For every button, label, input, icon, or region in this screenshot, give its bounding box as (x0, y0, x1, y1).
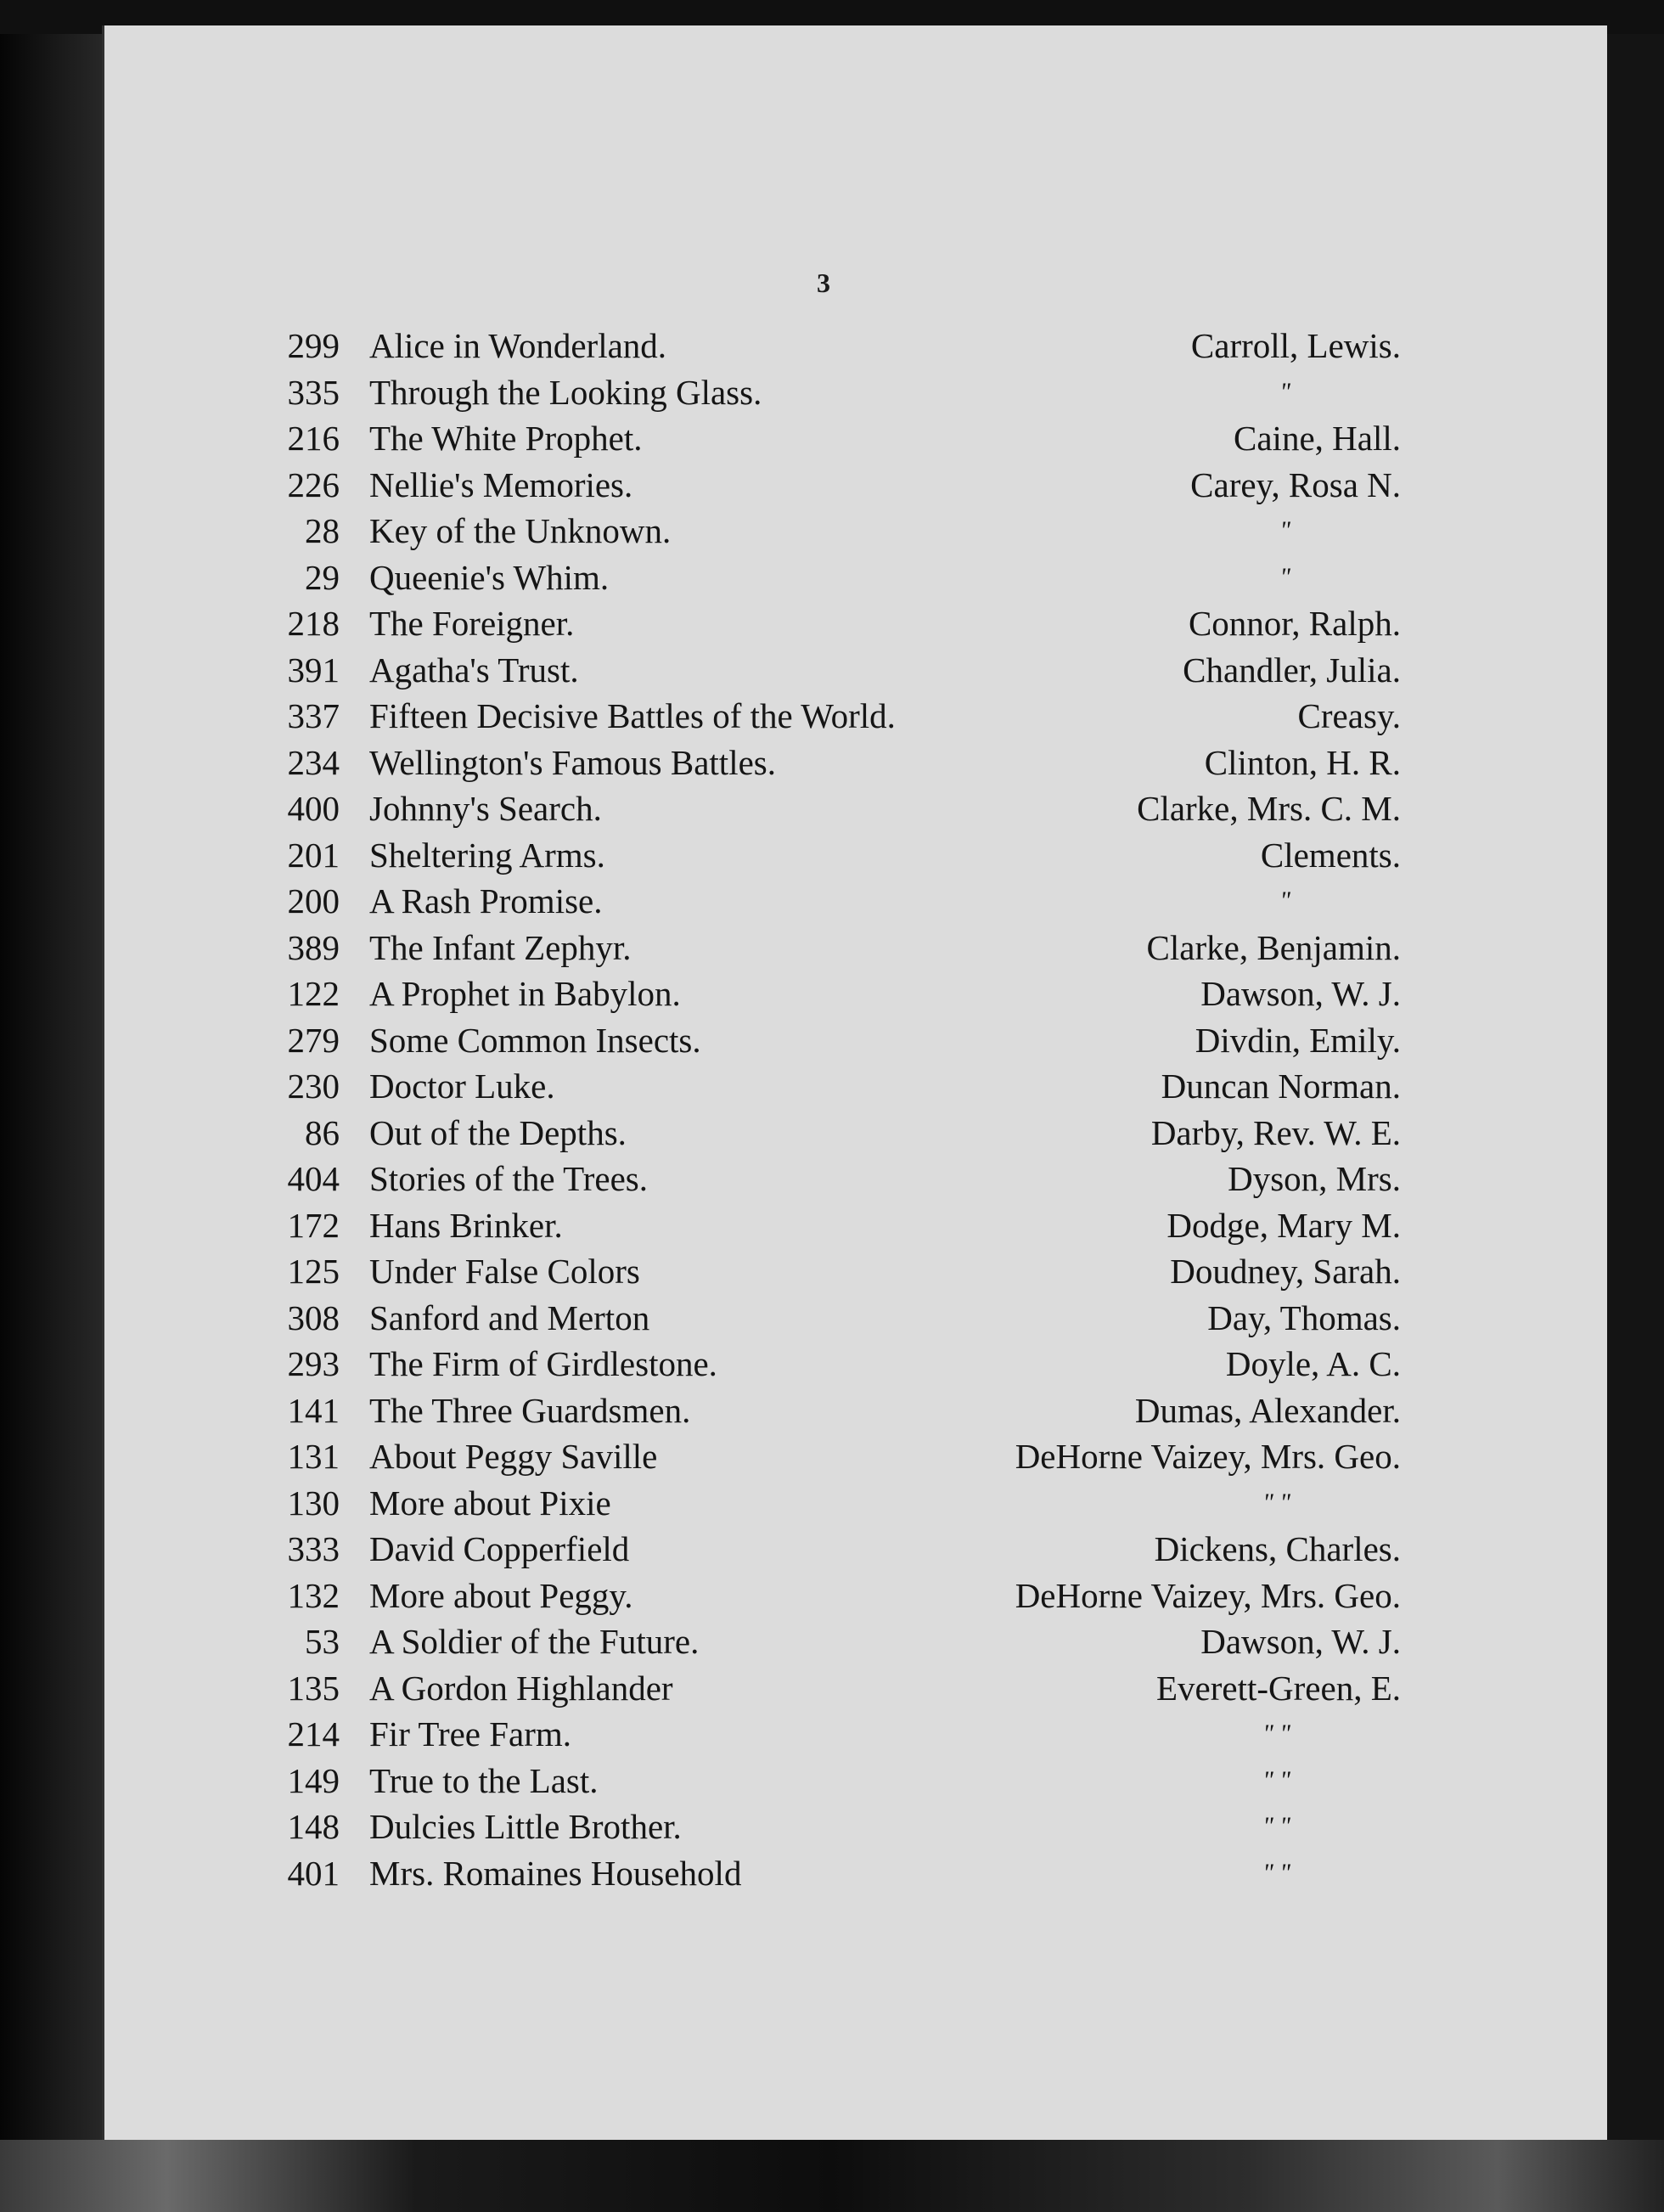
catalog-entry (255, 1665, 1401, 1712)
entry-author: " " (1262, 1488, 1290, 1517)
entry-title: Out of the Depths. (369, 1112, 627, 1152)
entry-author: Caine, Hall. (1234, 419, 1401, 458)
entry-title: Mrs. Romaines Household (369, 1853, 742, 1893)
entry-title: The Infant Zephyr. (369, 927, 632, 967)
catalog-entry (255, 1248, 1401, 1295)
entry-title: Dulcies Little Brother. (369, 1807, 682, 1846)
entry-title: Key of the Unknown. (369, 511, 672, 550)
catalog-entry (255, 925, 1401, 971)
entry-title: Some Common Insects. (369, 1020, 701, 1060)
entry-author: " (1279, 562, 1290, 591)
catalog-entry (255, 1526, 1401, 1573)
entry-number: 172 (287, 1205, 340, 1245)
entry-number: 201 (287, 835, 340, 875)
catalog-entry (255, 1804, 1401, 1850)
entry-author: Doyle, A. C. (1225, 1344, 1401, 1383)
entry-number: 218 (287, 604, 340, 643)
entry-title: Fir Tree Farm. (369, 1714, 572, 1753)
catalog-entry (255, 1618, 1401, 1665)
entry-number: 234 (287, 742, 340, 782)
entry-author: " " (1262, 1812, 1290, 1840)
entry-title: Agatha's Trust. (369, 650, 579, 689)
catalog-entry (255, 1110, 1401, 1157)
catalog-entry (255, 1758, 1401, 1804)
entry-title: Queenie's Whim. (369, 557, 610, 597)
entry-author: " " (1262, 1720, 1290, 1748)
catalog-entry (255, 1341, 1401, 1387)
entry-title: A Soldier of the Future. (369, 1622, 700, 1661)
entry-number: 299 (287, 326, 340, 365)
catalog-entry (255, 323, 1401, 369)
scan-bottom-edge (0, 2140, 1664, 2212)
catalog-entry (255, 1202, 1401, 1249)
entry-number: 200 (287, 881, 340, 920)
entry-number: 279 (287, 1020, 340, 1060)
entry-title: Stories of the Trees. (369, 1159, 648, 1198)
entry-number: 148 (287, 1807, 340, 1846)
scan-left-edge (0, 0, 110, 2212)
catalog-entry (255, 1850, 1401, 1897)
entry-title: Sanford and Merton (369, 1297, 650, 1337)
catalog-entry (255, 1433, 1401, 1480)
entry-author: Carey, Rosa N. (1190, 464, 1401, 504)
entry-title: The Three Guardsmen. (369, 1390, 691, 1430)
entry-number: 29 (305, 557, 340, 597)
catalog-entry (255, 600, 1401, 647)
catalog-entry (255, 740, 1401, 786)
entry-title: Under False Colors (369, 1252, 640, 1291)
entry-author: DeHorne Vaizey, Mrs. Geo. (1015, 1575, 1401, 1615)
entry-number: 333 (287, 1529, 340, 1568)
entry-number: 86 (305, 1112, 340, 1152)
entry-title: More about Pixie (369, 1483, 611, 1523)
entry-number: 400 (287, 789, 340, 828)
entry-author: Dawson, W. J. (1200, 1622, 1401, 1661)
entry-author: DeHorne Vaizey, Mrs. Geo. (1015, 1437, 1401, 1476)
entry-title: Doctor Luke. (369, 1067, 555, 1106)
entry-number: 293 (287, 1344, 340, 1383)
entry-author: Creasy. (1297, 696, 1401, 735)
entry-author: " " (1262, 1858, 1290, 1887)
entry-title: Wellington's Famous Battles. (369, 742, 776, 782)
catalog-entry (255, 415, 1401, 462)
entry-number: 230 (287, 1067, 340, 1106)
entry-number: 389 (287, 927, 340, 967)
entry-title: More about Peggy. (369, 1575, 633, 1615)
entry-title: Through the Looking Glass. (369, 372, 762, 412)
entry-author: Clinton, H. R. (1204, 742, 1401, 782)
catalog-entry (255, 785, 1401, 832)
catalog-entry (255, 1063, 1401, 1110)
entry-author: " (1279, 516, 1290, 544)
entry-author: Dickens, Charles. (1154, 1529, 1401, 1568)
entry-title: David Copperfield (369, 1529, 630, 1568)
entry-number: 216 (287, 419, 340, 458)
entry-author: Clarke, Benjamin. (1146, 927, 1401, 967)
entry-author: Dawson, W. J. (1200, 974, 1401, 1013)
entry-author: Carroll, Lewis. (1190, 326, 1401, 365)
entry-author: Darby, Rev. W. E. (1150, 1112, 1401, 1152)
entry-number: 131 (287, 1437, 340, 1476)
entry-author: Clements. (1260, 835, 1401, 875)
catalog-entry (255, 1387, 1401, 1434)
entry-number: 401 (287, 1853, 340, 1893)
entry-number: 130 (287, 1483, 340, 1523)
entry-author: Dyson, Mrs. (1228, 1159, 1401, 1198)
entry-author: Dodge, Mary M. (1166, 1205, 1401, 1245)
catalog-entry (255, 1156, 1401, 1202)
entry-author: Chandler, Julia. (1183, 650, 1401, 689)
entry-number: 135 (287, 1668, 340, 1708)
entry-number: 28 (305, 511, 340, 550)
catalog-entry (255, 369, 1401, 416)
entry-title: The Firm of Girdlestone. (369, 1344, 717, 1383)
entry-author: Duncan Norman. (1161, 1067, 1401, 1106)
entry-title: Fifteen Decisive Battles of the World. (369, 696, 896, 735)
entry-number: 337 (287, 696, 340, 735)
catalog-entry (255, 832, 1401, 879)
entry-title: About Peggy Saville (369, 1437, 658, 1476)
catalog-entry (255, 971, 1401, 1017)
entry-number: 335 (287, 372, 340, 412)
entry-title: Hans Brinker. (369, 1205, 563, 1245)
entry-number: 53 (305, 1622, 340, 1661)
entry-title: Alice in Wonderland. (369, 326, 667, 365)
entry-title: A Gordon Highlander (369, 1668, 673, 1708)
entry-author: Day, Thomas. (1207, 1297, 1401, 1337)
catalog-entry (255, 1711, 1401, 1758)
entry-author: Clarke, Mrs. C. M. (1137, 789, 1401, 828)
catalog-entry (255, 462, 1401, 509)
catalog-entry (255, 508, 1401, 554)
entry-author: " " (1262, 1765, 1290, 1794)
entry-number: 404 (287, 1159, 340, 1198)
catalog-entry (255, 647, 1401, 694)
entry-author: Connor, Ralph. (1188, 604, 1401, 643)
catalog-entry (255, 554, 1401, 601)
entry-title: The White Prophet. (369, 419, 643, 458)
book-catalog-list (255, 323, 1401, 1896)
entry-title: Johnny's Search. (369, 789, 602, 828)
catalog-entry (255, 1480, 1401, 1527)
entry-title: A Rash Promise. (369, 881, 603, 920)
entry-number: 141 (287, 1390, 340, 1430)
entry-author: Everett-Green, E. (1156, 1668, 1401, 1708)
entry-number: 125 (287, 1252, 340, 1291)
entry-number: 214 (287, 1714, 340, 1753)
page-number: 3 (817, 267, 830, 298)
entry-author: Doudney, Sarah. (1170, 1252, 1401, 1291)
entry-number: 226 (287, 464, 340, 504)
entry-author: Divdin, Emily. (1195, 1020, 1401, 1060)
entry-author: " (1279, 886, 1290, 915)
entry-number: 308 (287, 1297, 340, 1337)
entry-title: Nellie's Memories. (369, 464, 633, 504)
catalog-entry (255, 693, 1401, 740)
entry-number: 122 (287, 974, 340, 1013)
entry-title: A Prophet in Babylon. (369, 974, 681, 1013)
entry-number: 149 (287, 1760, 340, 1800)
entry-number: 132 (287, 1575, 340, 1615)
catalog-entry (255, 1573, 1401, 1619)
entry-title: Sheltering Arms. (369, 835, 605, 875)
entry-author: " (1279, 377, 1290, 406)
entry-number: 391 (287, 650, 340, 689)
entry-author: Dumas, Alexander. (1134, 1390, 1401, 1430)
entry-title: True to the Last. (369, 1760, 599, 1800)
catalog-entry (255, 1017, 1401, 1064)
entry-title: The Foreigner. (369, 604, 575, 643)
catalog-entry (255, 878, 1401, 925)
catalog-entry (255, 1295, 1401, 1342)
